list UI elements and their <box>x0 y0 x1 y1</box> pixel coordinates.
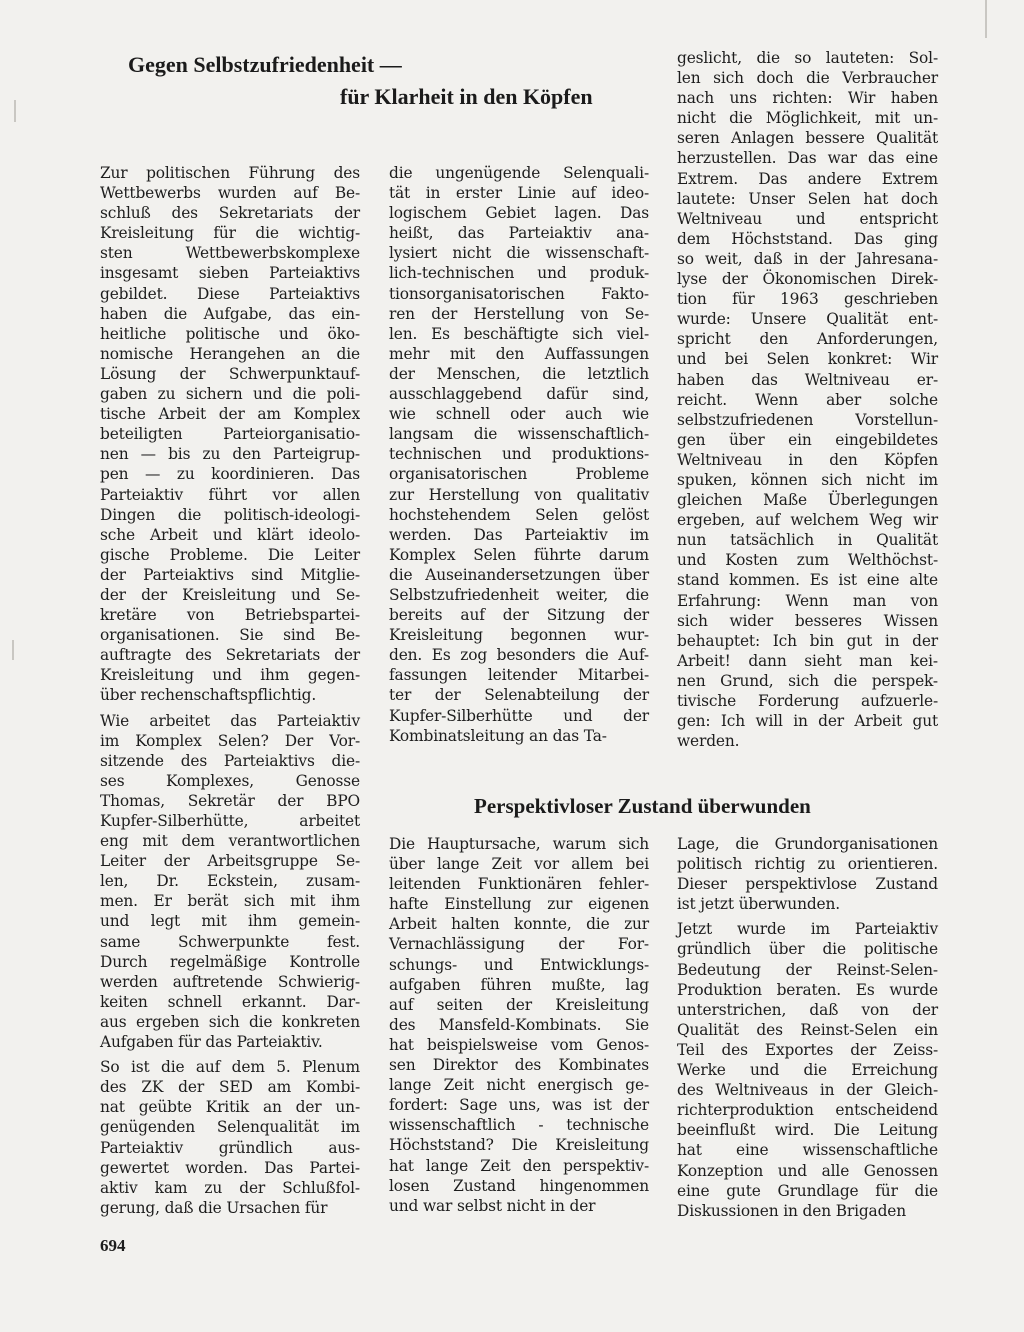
text-line: Kreisleitung und ihm gegen- <box>100 666 360 685</box>
text-line: eng mit dem verantwortlichen <box>100 832 360 851</box>
text-line: nicht die Möglichkeit, mit un- <box>677 109 938 128</box>
text-line: geslicht, die so lauteten: Sol- <box>677 49 938 67</box>
text-line: werden. Das Parteiaktiv im <box>389 525 649 544</box>
text-line: hat beispielsweise vom Genos- <box>389 1035 649 1054</box>
text-line: Parteiaktiv gründlich aus- <box>100 1138 360 1157</box>
text-line: sen Direktor des Kombinates <box>389 1056 649 1075</box>
text-line: lich-technischen und produk- <box>389 264 649 283</box>
text-line: lange Zeit nicht energisch ge- <box>389 1076 649 1095</box>
text-line: gleichen Maße Überlegungen <box>677 491 938 510</box>
text-line: herzustellen. Das war das eine <box>677 149 938 168</box>
text-line: len. Es beschäftigte sich viel- <box>389 324 649 343</box>
text-line: technischen und produktions- <box>389 445 649 464</box>
text-line: nen Grund, sich die perspek- <box>677 671 938 690</box>
text-line: tivische Forderung aufzuerle- <box>677 692 938 710</box>
section-heading: Perspektivloser Zustand überwunden <box>474 794 811 818</box>
text-line: Produktion beraten. Es wurde <box>677 980 938 999</box>
text-line: len sich doch die Verbraucher <box>677 69 938 88</box>
text-line: Kupfer-Silberhütte, arbeitet <box>100 812 360 830</box>
text-line: politisch richtig zu orientieren. <box>677 855 938 874</box>
margin-mark-lower <box>12 640 14 660</box>
text-line: hochstehendem Selen gelöst <box>389 505 649 524</box>
text-line: und bei Selen konkret: Wir <box>677 350 938 369</box>
text-line: leitenden Funktionären fehler- <box>389 875 649 894</box>
text-line: hafte Einstellung zur eigenen <box>389 895 649 914</box>
text-line: Extrem. Das andere Extrem <box>677 169 938 188</box>
text-line: gen über ein eingebildetes <box>677 430 938 449</box>
text-line: wurde: Unsere Qualität ent- <box>677 310 938 329</box>
text-line: des ZK der SED am Kombi- <box>100 1078 360 1097</box>
text-line: den. Es zog besonders die Auf- <box>389 646 649 665</box>
main-heading-line-2: für Klarheit in den Köpfen <box>340 84 593 109</box>
text-line: tionsorganisatorischen Fakto- <box>389 284 649 303</box>
text-line: Thomas, Sekretär der BPO <box>100 791 360 810</box>
text-line: gründlich über die politische <box>677 940 938 959</box>
text-column-left <box>100 163 360 1218</box>
text-line: schungs- und Entwicklungs- <box>389 955 649 974</box>
text-line: Lage, die Grundorganisationen <box>677 835 938 853</box>
text-line: organisationen. Sie sind Be- <box>100 626 360 645</box>
text-line: und legt mit ihm gemein- <box>100 912 360 931</box>
main-heading-line-1: Gegen Selbstzufriedenheit — <box>128 52 402 77</box>
text-line: auf seiten der Kreisleitung <box>389 995 649 1014</box>
text-line: behauptet: Ich bin gut in der <box>677 631 938 650</box>
text-line: Weltniveau und entspricht <box>677 209 938 228</box>
text-line: Parteiaktiv führt vor allen <box>100 485 360 504</box>
text-line: fordert: Sage uns, was ist der <box>389 1096 649 1115</box>
text-line: men. Er berät sich mit ihm <box>100 892 360 911</box>
text-line: beeinflußt wird. Die Leitung <box>677 1121 938 1140</box>
text-line: Komplex Selen führte darum <box>389 545 649 564</box>
text-line: hat eine wissenschaftliche <box>677 1141 938 1160</box>
text-line: Selbstzufriedenheit weiter, die <box>389 585 649 604</box>
text-line: Konzeption und alle Genossen <box>677 1161 938 1180</box>
text-line: Lösung der Schwerpunktauf- <box>100 364 360 383</box>
text-line: langsam die wissenschaftlich- <box>389 425 649 444</box>
text-line: gewertet worden. Das Partei- <box>100 1158 360 1177</box>
paragraph <box>677 834 938 914</box>
text-line: ren der Herstellung von Se- <box>389 304 649 323</box>
text-line: Die Hauptursache, warum sich <box>389 835 649 853</box>
text-line: ist jetzt überwunden. <box>677 895 840 914</box>
text-line: Höchststand? Die Kreisleitung <box>389 1136 649 1155</box>
text-line: ergeben, auf welchem Weg wir <box>677 511 938 530</box>
text-line: fassungen leitender Mitarbei- <box>389 666 649 685</box>
text-line: dem Höchststand. Das ging <box>677 229 938 248</box>
text-line: Dingen die politisch-ideologi- <box>100 505 360 524</box>
text-line: werden auftretende Schwierig- <box>100 972 360 991</box>
text-line: Durch regelmäßige Kontrolle <box>100 952 360 971</box>
text-line: Zur politischen Führung des <box>100 164 360 182</box>
text-line: Arbeit! dann sieht man kei- <box>677 651 938 670</box>
margin-mark-top <box>985 0 987 38</box>
text-line: lyse der Ökonomischen Direk- <box>677 270 938 289</box>
text-line: genügenden Selenqualität im <box>100 1118 360 1137</box>
text-line: nen — bis zu den Parteigrup- <box>100 445 360 464</box>
text-line: mehr mit den Auffassungen <box>389 344 649 363</box>
text-line: Kreisleitung für die wichtig- <box>100 224 360 243</box>
text-line: Diskussionen in den Brigaden <box>677 1201 906 1220</box>
text-line: Wie arbeitet das Parteiaktiv <box>100 711 360 730</box>
text-line: die Auseinandersetzungen über <box>389 565 649 584</box>
paragraph <box>389 163 649 746</box>
text-line: ses Komplexes, Genosse <box>100 771 360 790</box>
paragraph <box>389 834 649 1216</box>
text-line: seren Anlagen bessere Qualität <box>677 129 938 148</box>
text-line: pen — zu koordinieren. Das <box>100 465 360 484</box>
text-line: und war selbst nicht in der <box>389 1196 596 1215</box>
text-line: spuken, können sich nicht im <box>677 470 938 489</box>
text-line: der Parteiaktivs sind Mitglie- <box>100 565 360 584</box>
text-line: reicht. Wenn aber solche <box>677 390 938 409</box>
paragraph <box>677 48 938 751</box>
text-line: same Schwerpunkte fest. <box>100 932 360 951</box>
text-line: sche Arbeit und klärt ideolo- <box>100 525 360 544</box>
paragraph <box>100 163 360 706</box>
text-line: logischem Gebiet lagen. Das <box>389 204 649 223</box>
text-line: nach uns richten: Wir haben <box>677 89 938 108</box>
text-line: unterstrichen, daß von der <box>677 1000 938 1019</box>
text-line: gen: Ich will in der Arbeit gut <box>677 712 938 731</box>
text-line: gerung, daß die Ursachen für <box>100 1198 328 1217</box>
text-line: spricht den Anforderungen, <box>677 330 938 349</box>
text-line: richterproduktion entscheidend <box>677 1101 938 1120</box>
text-line: gische Probleme. Die Leiter <box>100 545 360 564</box>
text-line: und Kosten zum Welthöchst- <box>677 551 938 570</box>
text-line: aktiv kam zu der Schlußfol- <box>100 1178 360 1197</box>
text-line: beteiligten Parteiorganisatio- <box>100 425 360 444</box>
text-line: werden. <box>677 732 740 751</box>
text-line: lautete: Unser Selen hat doch <box>677 189 938 208</box>
text-line: Kupfer-Silberhütte und der <box>389 706 649 725</box>
text-line: nun tatsächlich in Qualität <box>677 531 938 550</box>
text-line: sten Wettbewerbskomplexe <box>100 244 360 263</box>
text-line: hat lange Zeit den perspektiv- <box>389 1156 649 1175</box>
text-line: heitliche politische und öko- <box>100 324 360 343</box>
text-line: Jetzt wurde im Parteiaktiv <box>677 920 938 939</box>
text-line: Wettbewerbs wurden auf Be- <box>100 184 360 203</box>
text-line: insgesamt sieben Parteiaktivs <box>100 264 360 283</box>
text-line: keiten schnell erkannt. Dar- <box>100 992 360 1011</box>
text-line: aufgaben führen mußte, lag <box>389 975 649 994</box>
text-line: kretäre von Betriebspartei- <box>100 606 360 625</box>
text-line: des Mansfeld-Kombinats. Sie <box>389 1015 649 1034</box>
page-number: 694 <box>100 1236 126 1255</box>
text-line: Arbeit halten konnte, die zur <box>389 915 649 934</box>
text-column-middle-top <box>389 163 649 746</box>
text-line: lysiert nicht die wissenschaft- <box>389 244 649 263</box>
text-line: len, Dr. Eckstein, zusam- <box>100 872 360 891</box>
text-line: selbstzufriedenen Vorstellun- <box>677 410 938 429</box>
text-line: im Komplex Selen? Der Vor- <box>100 731 360 750</box>
text-line: Erfahrung: Wenn man von <box>677 591 938 610</box>
text-line: Qualität des Reinst-Selen ein <box>677 1020 938 1039</box>
text-line: eine gute Grundlage für die <box>677 1181 938 1200</box>
text-line: Kombinatsleitung an das Ta- <box>389 726 607 745</box>
text-line: über rechenschaftspflichtig. <box>100 686 317 705</box>
text-line: Bedeutung der Reinst-Selen- <box>677 960 938 979</box>
text-line: schluß des Sekretariats der <box>100 204 360 223</box>
text-line: Weltniveau in den Köpfen <box>677 450 938 469</box>
text-line: der Menschen, die letztlich <box>389 364 649 383</box>
text-line: gebildet. Diese Parteiaktivs <box>100 284 360 303</box>
text-line: zur Herstellung von qualitativ <box>389 485 649 504</box>
text-line: Werke und die Erreichung <box>677 1061 938 1080</box>
text-line: haben die Aufgabe, das ein- <box>100 304 360 323</box>
text-line: Teil des Exportes der Zeiss- <box>677 1040 938 1059</box>
text-line: sich wider besseres Wissen <box>677 611 938 630</box>
text-line: gaben zu sichern und die poli- <box>100 385 360 404</box>
text-line: wie schnell oder auch wie <box>389 405 649 424</box>
text-line: ter der Selenabteilung der <box>389 686 649 705</box>
text-line: haben das Weltniveau er- <box>677 370 938 389</box>
text-line: die ungenügende Selenquali- <box>389 164 649 182</box>
paragraph <box>100 1057 360 1218</box>
text-line: über lange Zeit vor allem bei <box>389 855 649 874</box>
text-line: der der Kreisleitung und Se- <box>100 585 360 604</box>
text-line: organisatorischen Probleme <box>389 465 649 484</box>
text-line: Kreisleitung begonnen wur- <box>389 626 649 645</box>
text-line: so weit, daß in der Jahresana- <box>677 249 938 268</box>
text-line: tion für 1963 geschrieben <box>677 290 938 309</box>
text-line: stand kommen. Es ist eine alte <box>677 571 938 590</box>
text-line: heißt, das Parteiaktiv ana- <box>389 224 649 243</box>
text-line: tät in erster Linie auf ideo- <box>389 184 649 203</box>
text-line: Dieser perspektivlose Zustand <box>677 875 938 894</box>
text-line: losen Zustand hingenommen <box>389 1176 649 1195</box>
text-column-right-bottom <box>677 834 938 1221</box>
text-line: ausschlaggebend dafür sind, <box>389 385 649 404</box>
text-line: bereits auf der Sitzung der <box>389 606 649 625</box>
text-line: nat geübte Kritik an der un- <box>100 1098 360 1117</box>
text-line: tische Arbeit der am Komplex <box>100 405 360 424</box>
paragraph <box>677 919 938 1220</box>
text-line: Aufgaben für das Parteiaktiv. <box>100 1033 323 1052</box>
text-line: aus ergeben sich die konkreten <box>100 1012 360 1031</box>
text-line: So ist die auf dem 5. Plenum <box>100 1058 360 1077</box>
margin-mark-middle <box>14 100 16 122</box>
text-line: Vernachlässigung der For- <box>389 935 649 954</box>
text-column-right-top <box>677 48 938 751</box>
text-line: nomische Herangehen an die <box>100 344 360 363</box>
text-column-middle-bottom <box>389 834 649 1216</box>
text-line: sitzende des Parteiaktivs die- <box>100 751 360 770</box>
paragraph <box>100 711 360 1053</box>
text-line: des Weltniveaus in der Gleich- <box>677 1081 938 1100</box>
text-line: Leiter der Arbeitsgruppe Se- <box>100 852 360 871</box>
text-line: wissenschaftlich - technische <box>389 1116 649 1135</box>
text-line: auftragte des Sekretariats der <box>100 646 360 665</box>
